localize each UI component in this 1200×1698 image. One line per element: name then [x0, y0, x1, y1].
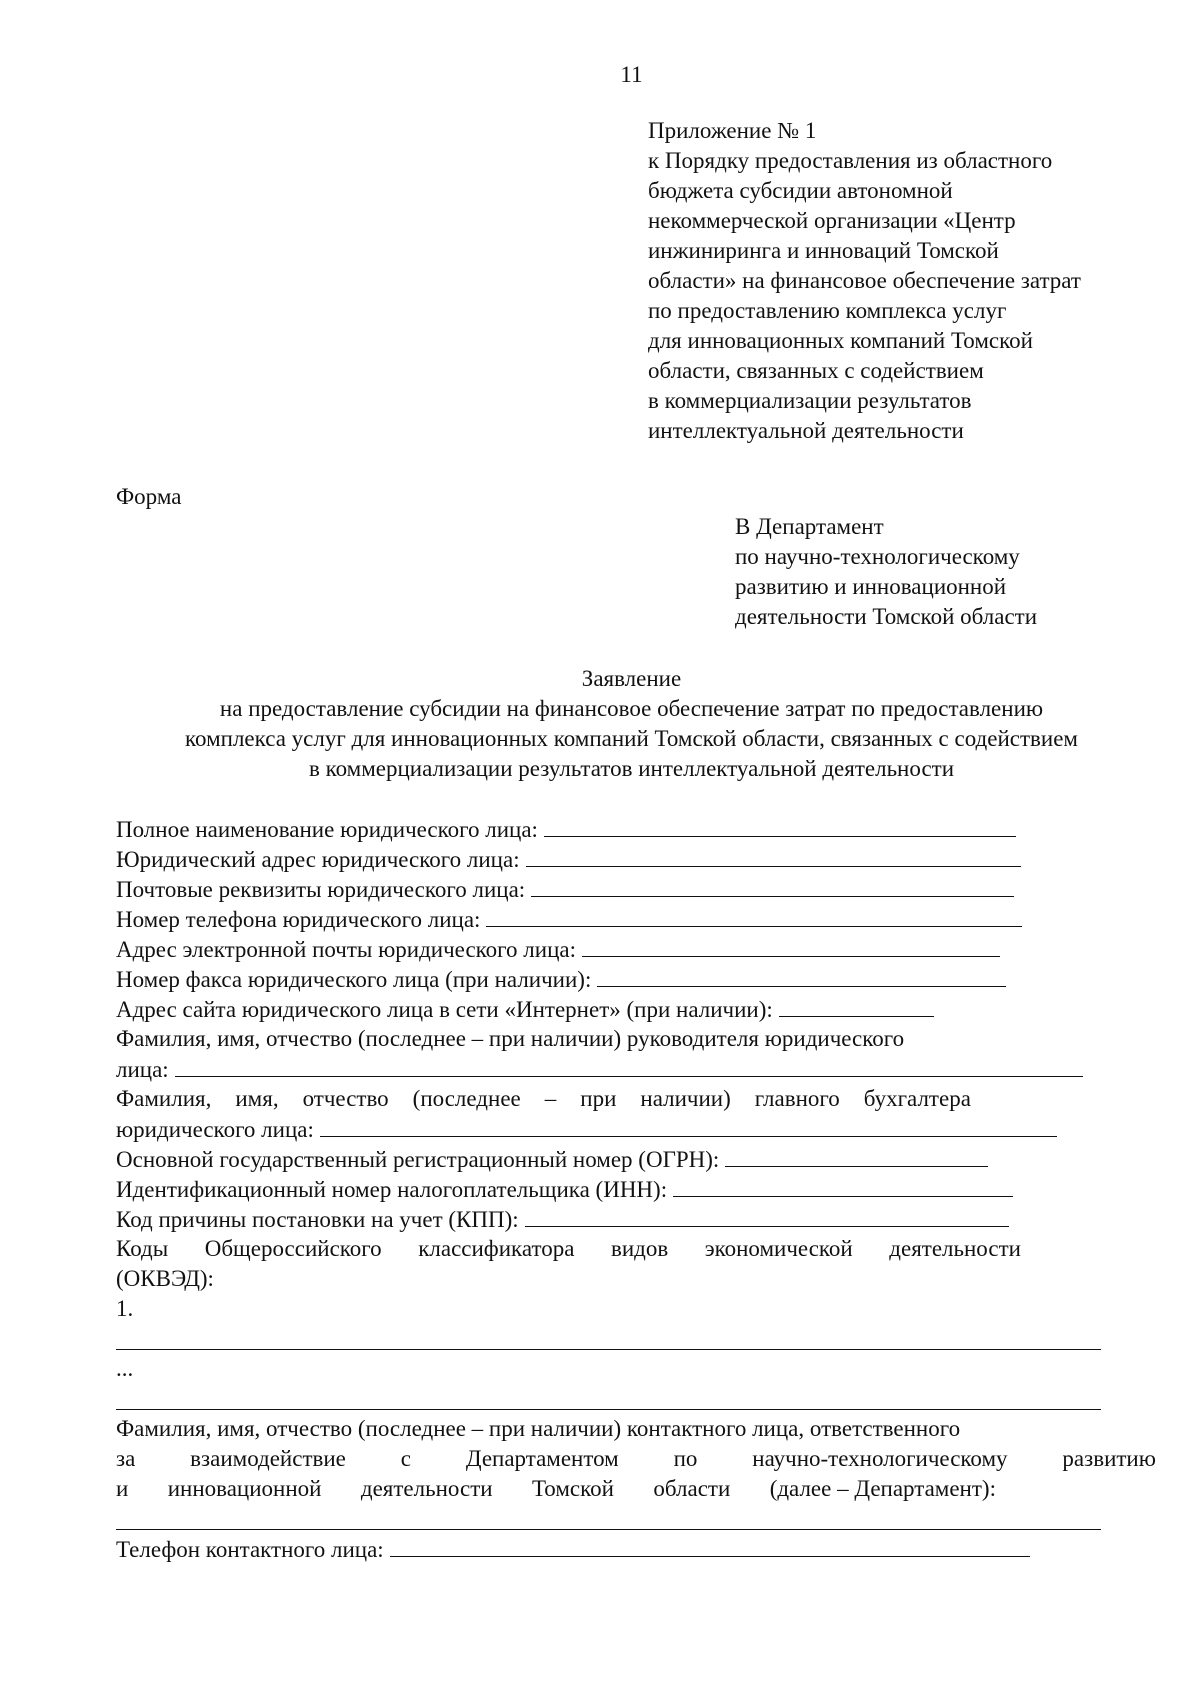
appendix-line: инжиниринга и инноваций Томской [648, 238, 999, 263]
kpp-input[interactable] [525, 1204, 1009, 1227]
postal-field [116, 874, 1116, 904]
title-line: в коммерциализации результатов интеллектуальной деятельности [308, 756, 955, 781]
field-label: Основной государственный регистрационный номер (ОГРН): [116, 1147, 720, 1172]
appendix-line: по предоставлению комплекса услуг [648, 298, 1007, 323]
word: с [400, 1446, 411, 1471]
word: деятельности [889, 1236, 1021, 1261]
contact-input[interactable] [116, 1504, 1101, 1534]
title-line: на предоставление субсидии на финансовое обеспечение затрат по предоставлению [219, 696, 1044, 721]
word: наличии) [640, 1086, 731, 1111]
word: отчество [302, 1086, 389, 1111]
word: бухгалтера [863, 1086, 971, 1111]
word: Коды [116, 1236, 169, 1261]
word: видов [610, 1236, 669, 1261]
addressee-block [735, 512, 1175, 632]
word: развитию [1062, 1446, 1156, 1471]
page-number: 11 [620, 62, 643, 87]
ogrn-input[interactable] [725, 1144, 988, 1167]
contact-phone-input[interactable] [390, 1534, 1030, 1557]
full-name-field [116, 814, 1116, 844]
field-label: лица: [116, 1057, 169, 1082]
okved-input-2[interactable] [116, 1384, 1101, 1414]
word: инновационной [167, 1476, 322, 1501]
addressee-line: по научно-технологическому [735, 544, 1020, 569]
word: (далее – Департамент): [769, 1476, 996, 1501]
word: по [673, 1446, 698, 1471]
field-label: Номер телефона юридического лица: [116, 907, 481, 932]
word: (последнее [412, 1086, 521, 1111]
field-label: Почтовые реквизиты юридического лица: [116, 877, 526, 902]
website-input[interactable] [779, 994, 934, 1017]
okved-ellipsis: ... [116, 1356, 134, 1381]
field-label: юридического лица: [116, 1117, 314, 1142]
email-input[interactable] [582, 934, 1000, 957]
website-field [116, 994, 1116, 1024]
legal-address-field [116, 844, 1116, 874]
appendix-line: области» на финансовое обеспечение затрат [648, 268, 1081, 293]
appendix-line: бюджета субсидии автономной [648, 178, 953, 203]
document-title [0, 664, 1200, 784]
title-line: комплекса услуг для инновационных компаний Томской области, связанных с содействием [185, 726, 1078, 751]
word: – [544, 1086, 557, 1111]
appendix-line: некоммерческой организации «Центр [648, 208, 1016, 233]
word: Департаментом [465, 1446, 619, 1471]
okved-input-1[interactable] [116, 1324, 1101, 1354]
contact-label: Фамилия, имя, отчество (последнее – при наличии) контактного лица, ответственного [116, 1416, 961, 1441]
email-field [116, 934, 1116, 964]
word: области [653, 1476, 731, 1501]
word: взаимодействие [190, 1446, 346, 1471]
word: Общероссийского [204, 1236, 382, 1261]
accountant-label [116, 1084, 971, 1114]
head-label: Фамилия, имя, отчество (последнее – при наличии) руководителя юридического [116, 1026, 905, 1051]
word: научно-технологическому [752, 1446, 1008, 1471]
field-label: Юридический адрес юридического лица: [116, 847, 520, 872]
ogrn-field [116, 1144, 1116, 1174]
addressee-line: деятельности Томской области [735, 604, 1038, 629]
word: Томской [531, 1476, 614, 1501]
contact-label-cont [116, 1474, 996, 1504]
contact-phone-field [116, 1534, 1116, 1564]
word: деятельности [360, 1476, 493, 1501]
word: имя, [235, 1086, 279, 1111]
kpp-field [116, 1204, 1116, 1234]
fax-field [116, 964, 1116, 994]
phone-input[interactable] [486, 904, 1022, 927]
appendix-line: для инновационных компаний Томской [648, 328, 1033, 353]
inn-input[interactable] [673, 1174, 1013, 1197]
addressee-line: развитию и инновационной [735, 574, 1007, 599]
title-heading: Заявление [581, 666, 682, 691]
field-label: Телефон контактного лица: [116, 1537, 384, 1562]
appendix-line: Приложение № 1 [648, 118, 817, 143]
appendix-line: к Порядку предоставления из областного [648, 148, 1053, 173]
word: классификатора [418, 1236, 575, 1261]
field-label: Код причины постановки на учет (КПП): [116, 1207, 519, 1232]
fax-input[interactable] [597, 964, 1006, 987]
word: Фамилия, [116, 1086, 212, 1111]
appendix-line: области, связанных с содействием [648, 358, 984, 383]
legal-address-input[interactable] [526, 844, 1021, 867]
word: при [580, 1086, 617, 1111]
field-label: Идентификационный номер налогоплательщика (ИНН): [116, 1177, 668, 1202]
okved-item-number: 1. [116, 1296, 134, 1321]
word: за [116, 1446, 136, 1471]
application-form [116, 814, 1156, 1564]
contact-label-cont [116, 1444, 1156, 1474]
appendix-line: интеллектуальной деятельности [648, 418, 964, 443]
accountant-field [116, 1114, 1116, 1144]
inn-field [116, 1174, 1116, 1204]
word: главного [754, 1086, 840, 1111]
field-label: Адрес сайта юридического лица в сети «Интернет» (при наличии): [116, 997, 773, 1022]
field-label: Номер факса юридического лица (при наличии): [116, 967, 592, 992]
appendix-line: в коммерциализации результатов [648, 388, 972, 413]
form-label: Форма [116, 484, 182, 509]
postal-input[interactable] [531, 874, 1014, 897]
okved-label [116, 1234, 1021, 1264]
word: и [116, 1476, 129, 1501]
full-name-input[interactable] [544, 814, 1016, 837]
accountant-input[interactable] [320, 1114, 1057, 1137]
appendix-header [648, 116, 1168, 446]
head-input[interactable] [175, 1054, 1083, 1077]
phone-field [116, 904, 1116, 934]
addressee-line: В Департамент [735, 514, 884, 539]
okved-label-cont: (ОКВЭД): [116, 1266, 214, 1291]
field-label: Полное наименование юридического лица: [116, 817, 538, 842]
head-field [116, 1054, 1116, 1084]
word: экономической [704, 1236, 853, 1261]
field-label: Адрес электронной почты юридического лица: [116, 937, 576, 962]
